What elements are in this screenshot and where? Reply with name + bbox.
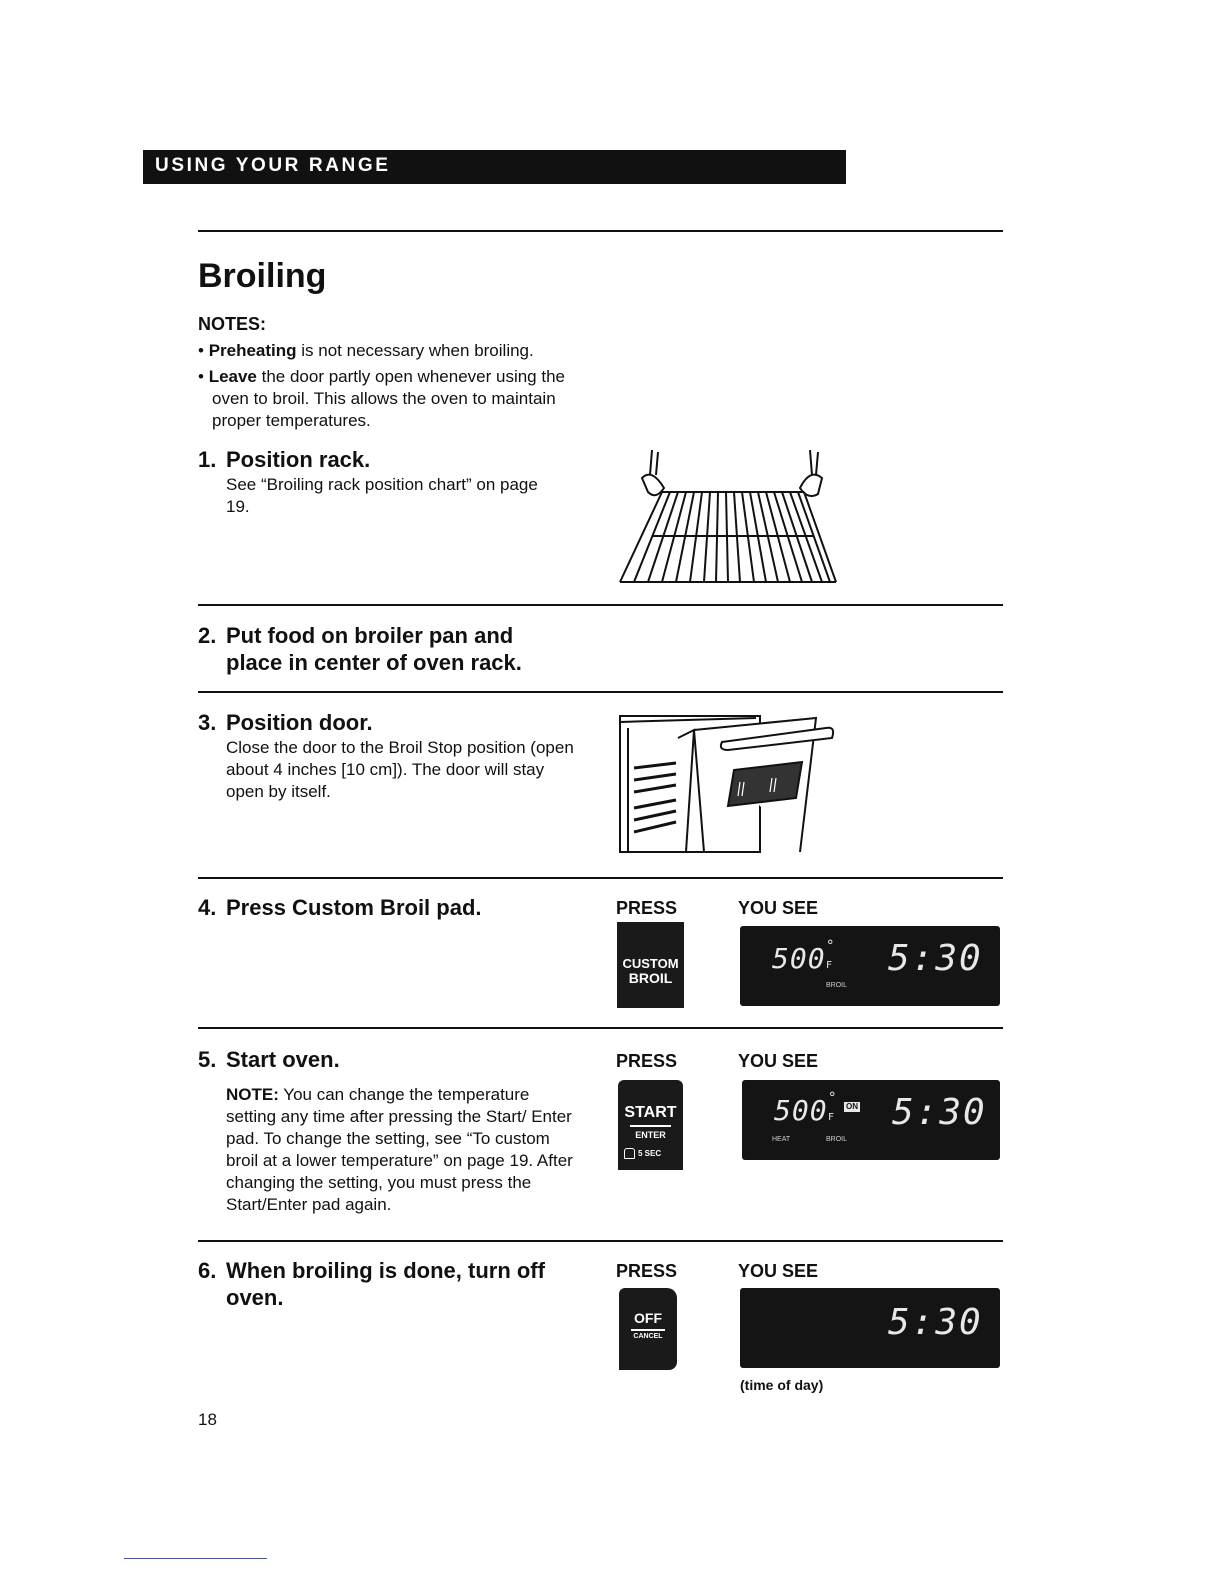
step-divider: [198, 604, 1003, 606]
oven-display: 500 ° F ON 5:30 HEAT BROIL: [742, 1080, 1000, 1160]
off-cancel-pad[interactable]: OFF CANCEL: [619, 1288, 677, 1370]
step-5-note: NOTE: You can change the temperature setting any time after pressing the Start/ Enter pad. To change the setting, see “To custom broil at a lower temperature” on page 19. After changing the setting, you must press the Start/Enter pad again.: [226, 1085, 573, 1214]
step-1-body: See “Broiling rack position chart” on page 19.: [226, 475, 538, 516]
step-5-title: Start oven.: [226, 1047, 340, 1072]
page-title: Broiling: [198, 257, 327, 295]
oven-display: 5:30: [740, 1288, 1000, 1368]
page-number: 18: [198, 1410, 217, 1429]
step-divider: [198, 877, 1003, 879]
time-of-day-caption: (time of day): [740, 1377, 824, 1393]
step-5: 5. Start oven. NOTE: You can change the temperature setting any time after pressing the Start/ Enter pad. To change the setting, see “To custom broil at a lower temperature” on page 19. After changing the setting, you must press the Start/Enter pad again.: [198, 1046, 593, 1226]
oven-rack-illustration: [612, 450, 842, 588]
step-divider: [198, 1240, 1003, 1242]
step-6-title: When broiling is done, turn off oven.: [226, 1258, 545, 1310]
note-item: • Preheating is not necessary when broiling.: [198, 341, 534, 360]
step-2-title: Put food on broiler pan and place in center of oven rack.: [226, 623, 522, 675]
press-column-label: PRESS: [616, 1051, 678, 1071]
step-6: 6. When broiling is done, turn off oven.: [198, 1257, 578, 1313]
step-2: 2. Put food on broiler pan and place in center of oven rack.: [198, 622, 578, 678]
step-3-body: Close the door to the Broil Stop position (open about 4 inches [10 cm]). The door will stay open by itself.: [226, 738, 574, 801]
press-column-label: PRESS: [616, 1261, 678, 1281]
section-header-bar: [143, 150, 846, 184]
step-divider: [198, 691, 1003, 693]
step-1-title: Position rack.: [226, 447, 371, 472]
step-4-title: Press Custom Broil pad.: [226, 895, 482, 920]
lock-icon: [624, 1148, 635, 1159]
you-see-column-label: YOU SEE: [738, 898, 819, 918]
step-1: 1. Position rack. See “Broiling rack position chart” on page 19.: [198, 446, 578, 526]
step-divider: [198, 1027, 1003, 1029]
on-indicator: ON: [846, 1102, 858, 1111]
you-see-column-label: YOU SEE: [738, 1261, 819, 1281]
section-header-title: USING YOUR RANGE: [155, 155, 391, 176]
note-item: • Leave the door partly open whenever using the oven to broil. This allows the oven to maintain proper temperatures.: [198, 367, 565, 430]
you-see-column-label: YOU SEE: [738, 1051, 819, 1071]
custom-broil-pad[interactable]: CUSTOM BROIL: [617, 922, 684, 1008]
oven-display: 500 ° F 5:30 BROIL: [740, 926, 1000, 1006]
start-enter-pad[interactable]: START ENTER 5 SEC: [618, 1080, 683, 1170]
notes-heading: NOTES:: [198, 314, 267, 334]
step-3: 3. Position door. Close the door to the Broil Stop position (open about 4 inches [10 cm]). The door will stay open by itself.: [198, 709, 588, 809]
oven-door-illustration: [616, 708, 842, 854]
footer-line: [124, 1558, 267, 1559]
title-rule: [198, 230, 1003, 232]
press-column-label: PRESS: [616, 898, 678, 918]
step-3-title: Position door.: [226, 710, 373, 735]
